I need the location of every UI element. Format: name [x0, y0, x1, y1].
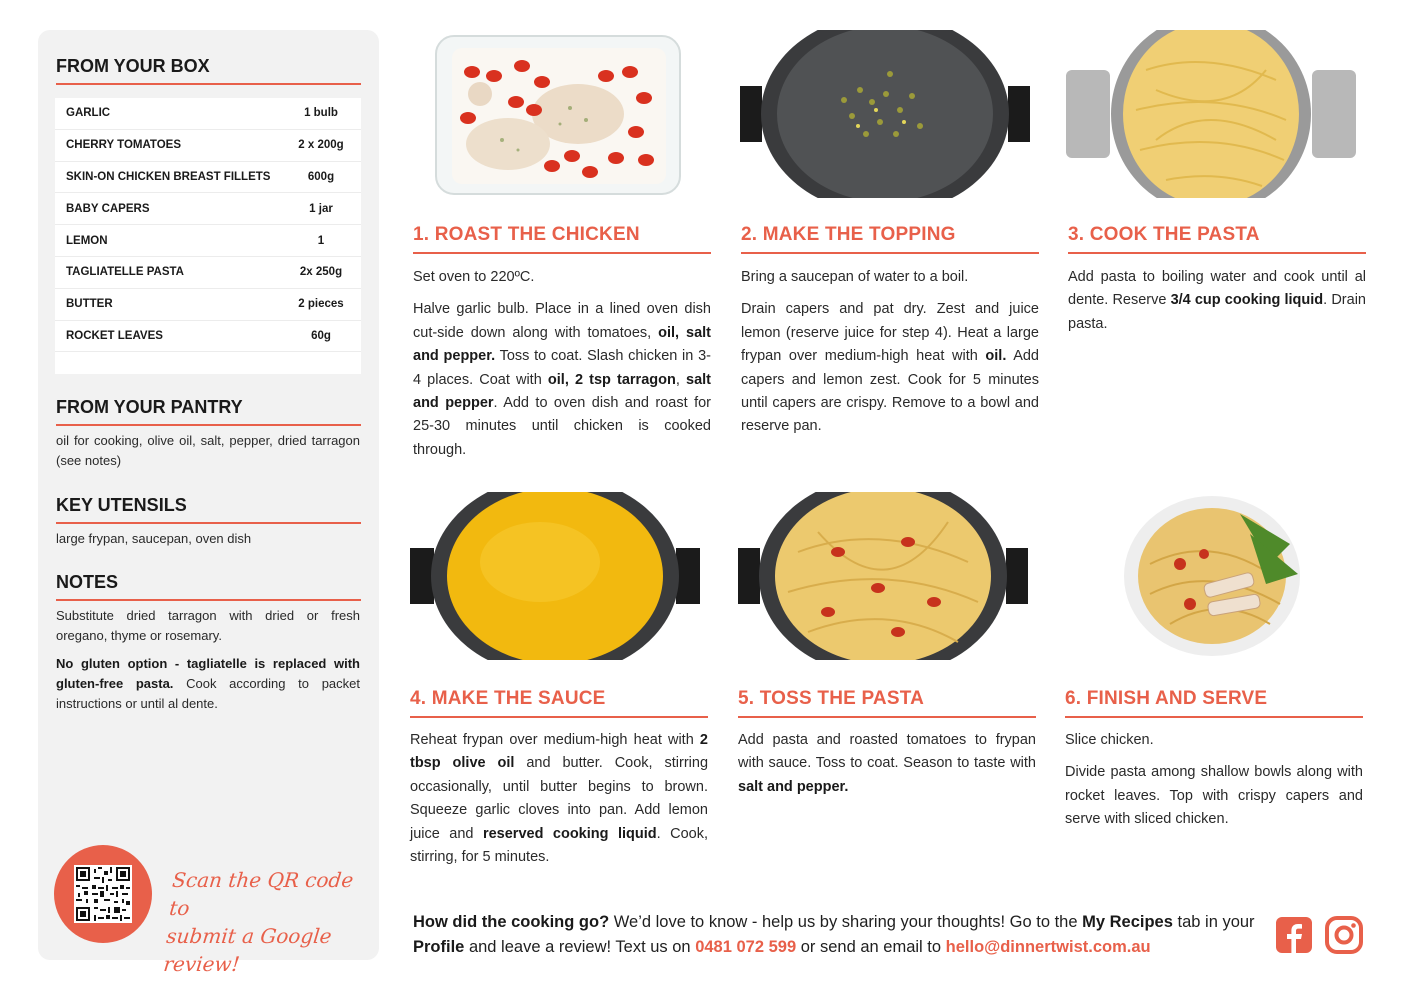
- body-text: ,: [675, 371, 686, 388]
- instagram-icon[interactable]: [1325, 916, 1363, 954]
- scan-qr-callout: [162, 866, 374, 978]
- topping-pan-photo: [740, 30, 1030, 198]
- finish-serve-photo: [1120, 494, 1306, 660]
- ingredient-row: [55, 257, 361, 289]
- notes-text-2: [56, 654, 360, 714]
- step-3-title: 3. COOK THE PASTA: [1068, 224, 1366, 254]
- step-6-body: [1065, 729, 1363, 841]
- ingredient-name: BUTTER: [66, 298, 113, 311]
- ingredient-row: [55, 193, 361, 225]
- step-5-p2: [738, 729, 1036, 799]
- step-2-body: [741, 266, 1039, 448]
- emphasis-text: oil, salt and pepper.: [413, 324, 712, 365]
- pantry-text: oil for cooking, olive oil, salt, pepper, dried tarragon (see notes): [56, 433, 360, 468]
- ingredient-name: SKIN-ON CHICKEN BREAST FILLETS: [66, 170, 271, 183]
- ingredient-qty: 1 bulb: [304, 107, 338, 120]
- step-6-title: 6. FINISH AND SERVE: [1065, 688, 1363, 718]
- step-1-p1: Set oven to 220ºC.: [413, 269, 535, 285]
- body-text: . Add to oven dish and roast for 25-30 minutes until chicken is cooked through.: [413, 395, 711, 458]
- ingredient-name: BABY CAPERS: [66, 202, 150, 215]
- step-4-body: [410, 729, 708, 878]
- emphasis-text: oil.: [985, 348, 1007, 365]
- emphasis-text: 3/4 cup cooking liquid: [1170, 292, 1324, 309]
- from-your-pantry-heading: FROM YOUR PANTRY: [56, 397, 361, 426]
- my-recipes-link[interactable]: My Recipes: [1082, 913, 1173, 931]
- body-text: Divide pasta among shallow bowls along with rocket leaves. Top with crispy capers and serve with sliced chicken.: [1065, 764, 1363, 828]
- phone-link[interactable]: 0481 072 599: [695, 938, 797, 956]
- body-text: Toss to coat. Slash chicken in 3-4 places. Coat with: [413, 348, 711, 388]
- body-text: Halve garlic bulb. Place in a lined oven dish cut-side down along with tomatoes,: [413, 301, 711, 341]
- sidebar: [38, 30, 379, 976]
- emphasis-text: 2 tbsp olive oil: [410, 732, 708, 772]
- ingredient-name: LEMON: [66, 234, 108, 247]
- gluten-option-rest: Cook according to packet instructions or until al dente.: [56, 676, 360, 711]
- body-text: . Cook, stirring, for 5 minutes.: [410, 825, 709, 866]
- emphasis-text: oil, 2 tsp tarragon: [547, 371, 676, 388]
- step-1-p2: [413, 298, 711, 462]
- toss-pasta-photo: [738, 492, 1028, 660]
- step-2-title: 2. MAKE THE TOPPING: [741, 224, 1039, 254]
- ingredient-name: TAGLIATELLE PASTA: [66, 266, 184, 279]
- profile-link[interactable]: Profile: [413, 938, 465, 956]
- body-text: Drain capers and pat dry. Zest and juice lemon (reserve juice for step 4). Heat a large frypan over medium-high heat with: [741, 301, 1039, 365]
- gluten-option-bold: No gluten option - tagliatelle is replaced with gluten-free pasta.: [56, 656, 360, 691]
- ingredient-name: ROCKET LEAVES: [66, 329, 163, 342]
- step-6-p2: [1065, 761, 1363, 831]
- body-text: Add pasta to boiling water and cook until al dente. Reserve: [1068, 269, 1366, 309]
- cook-pasta-photo: [1066, 30, 1356, 198]
- scan-qr-line1: Scan the QR code to: [168, 868, 355, 920]
- ingredient-row: [55, 321, 361, 353]
- ingredient-qty: 2 pieces: [298, 298, 344, 311]
- qr-code-icon[interactable]: [74, 865, 132, 923]
- ingredient-qty: 60g: [311, 329, 331, 342]
- emphasis-text: salt and pepper.: [738, 778, 849, 795]
- footer-text-1: We’d love to know - help us by sharing your thoughts! Go to the: [609, 913, 1083, 931]
- ingredient-name: CHERRY TOMATOES: [66, 139, 182, 152]
- footer-question: How did the cooking go?: [413, 913, 610, 931]
- from-your-box-heading: FROM YOUR BOX: [56, 56, 361, 85]
- body-text: Reheat frypan over medium-high heat with: [410, 732, 700, 748]
- step-3-body: [1068, 266, 1366, 345]
- ingredient-row: [55, 225, 361, 257]
- ingredient-qty: 1 jar: [309, 202, 333, 215]
- step-6-p1: Slice chicken.: [1065, 732, 1154, 748]
- facebook-icon[interactable]: [1275, 916, 1313, 954]
- ingredient-row: [55, 98, 361, 130]
- step-2-p2: [741, 298, 1039, 438]
- feedback-footer: [413, 910, 1263, 960]
- footer-text-2: tab in your: [1172, 913, 1255, 931]
- roast-chicken-photo: [430, 32, 686, 198]
- scan-qr-line2: submit a Google review!: [162, 924, 333, 976]
- body-text: Add pasta and roasted tomatoes to frypan with sauce. Toss to coat. Season to taste with: [738, 732, 1036, 772]
- notes-text-1: Substitute dried tarragon with dried or fresh oregano, thyme or rosemary.: [56, 608, 360, 643]
- body-text: and butter. Cook, stirring occasionally, until butter begins to brown. Squeeze garlic cloves into pan. Add lemon juice and: [410, 755, 709, 842]
- step-1-title: 1. ROAST THE CHICKEN: [413, 224, 711, 254]
- step-4-p2: [410, 729, 708, 869]
- ingredient-qty: 2 x 200g: [298, 139, 344, 152]
- ingredients-table: [55, 98, 361, 374]
- ingredient-qty: 1: [317, 234, 325, 247]
- ingredient-row: [55, 130, 361, 162]
- body-text: . Drain pasta.: [1068, 292, 1366, 332]
- ingredient-row: [55, 162, 361, 194]
- ingredient-qty: 2x 250g: [299, 266, 343, 279]
- qr-badge[interactable]: [54, 845, 152, 943]
- ingredient-row: [55, 289, 361, 321]
- footer-text-3: and leave a review! Text us on: [464, 938, 696, 956]
- make-sauce-photo: [410, 492, 700, 660]
- email-link[interactable]: hello@dinnertwist.com.au: [945, 938, 1151, 956]
- emphasis-text: salt and pepper: [413, 371, 711, 412]
- step-2-p1: Bring a saucepan of water to a boil.: [741, 269, 969, 285]
- step-5-title: 5. TOSS THE PASTA: [738, 688, 1036, 718]
- utensils-text: large frypan, saucepan, oven dish: [56, 531, 252, 546]
- step-5-body: [738, 729, 1036, 808]
- footer-text-4: or send an email to: [796, 938, 946, 956]
- notes-heading: NOTES: [56, 572, 361, 601]
- step-4-title: 4. MAKE THE SAUCE: [410, 688, 708, 718]
- ingredient-qty: 600g: [307, 170, 335, 183]
- ingredient-name: GARLIC: [66, 107, 111, 120]
- step-3-p2: [1068, 266, 1366, 336]
- step-1-body: [413, 266, 711, 471]
- body-text: Add capers and lemon zest. Cook for 5 minutes until capers are crispy. Remove to a bowl and reserve pan.: [741, 348, 1039, 435]
- emphasis-text: reserved cooking liquid: [482, 825, 657, 842]
- key-utensils-heading: KEY UTENSILS: [56, 495, 361, 524]
